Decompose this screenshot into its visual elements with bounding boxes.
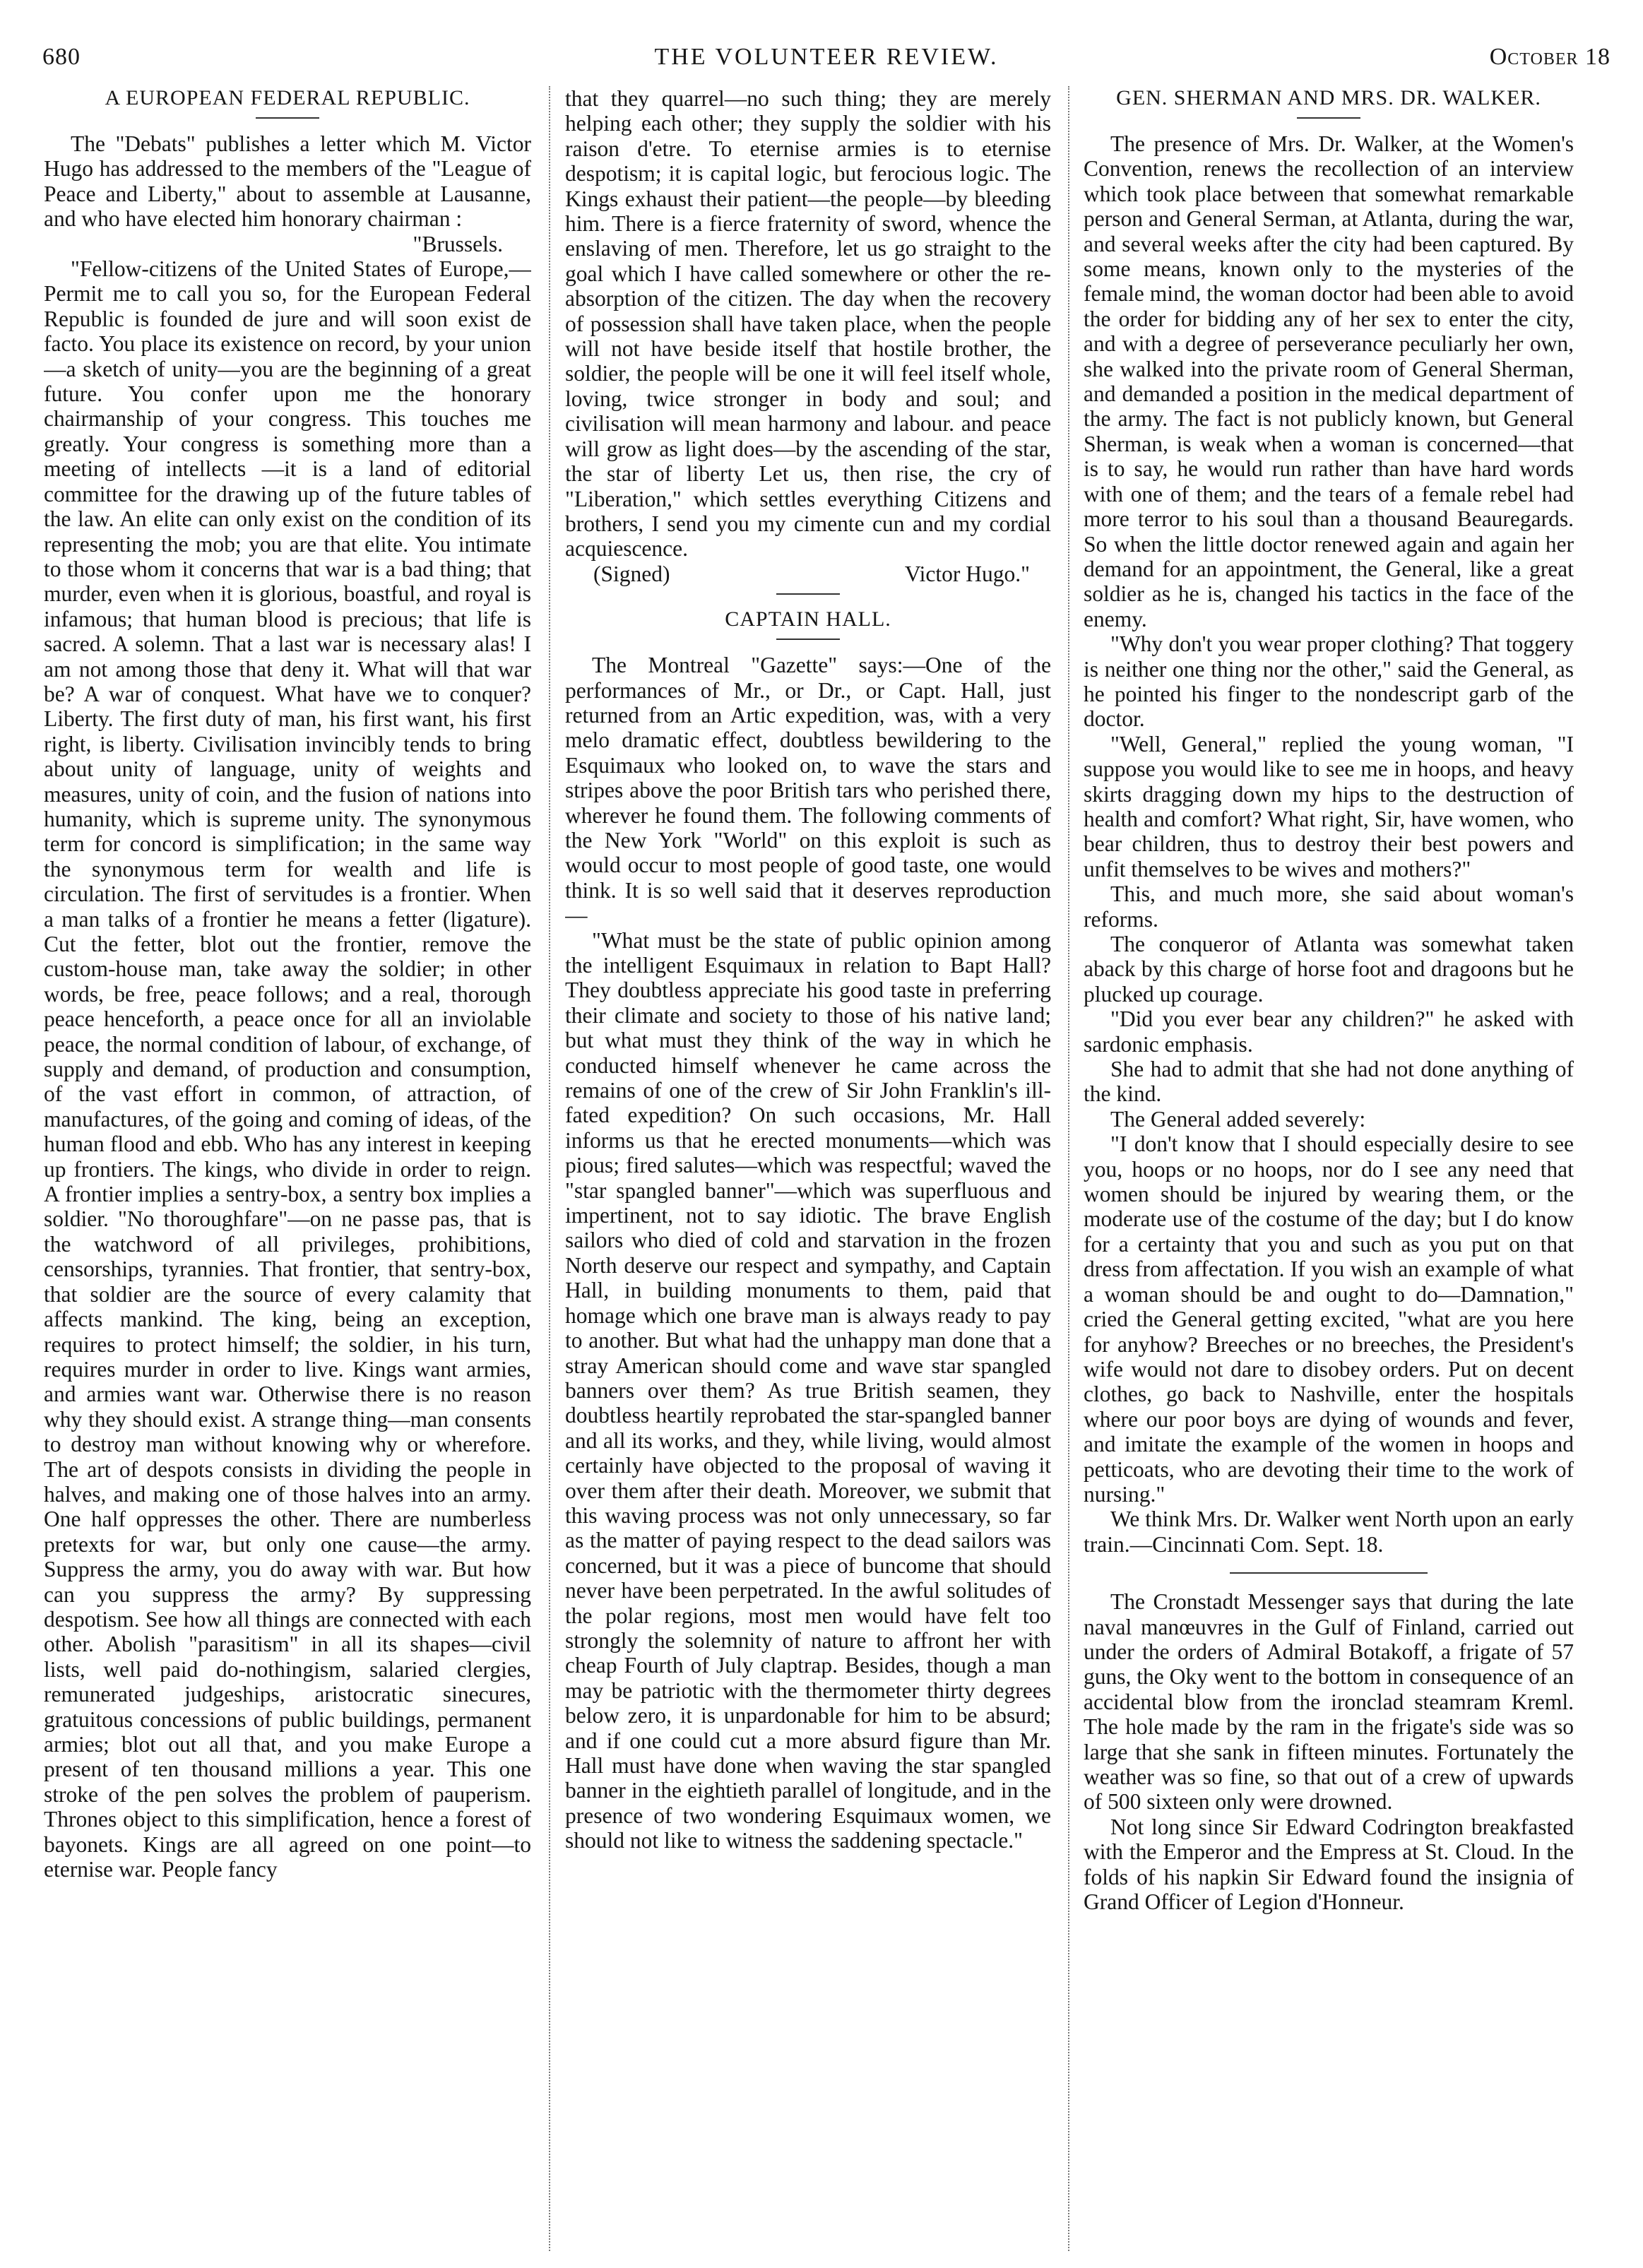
issue-date: October 18 (1489, 44, 1611, 70)
article-heading: GEN. SHERMAN AND MRS. DR. WALKER. (1116, 86, 1541, 109)
paragraph: Not long since Sir Edward Codrington breakfasted with the Emperor and the Empress at St. Cloud. In the folds of his napkin Sir Edward found the insignia of Grand Officer of Legion d'Honneur. (1084, 1814, 1574, 1915)
paragraph: The General added severely: (1110, 1106, 1366, 1132)
heading-rule (1297, 117, 1360, 119)
heading-rule (256, 117, 319, 119)
paragraph: The "Debats" publishes a letter which M. Victor Hugo has addressed to the members of the "League of Peace and Liberty," about to assemble at Lausanne, and who have elected him honorary chairman : (44, 131, 531, 232)
paragraph: The conqueror of Atlanta was somewhat taken aback by this charge of horse foot and dragoons but he plucked up courage. (1084, 932, 1574, 1007)
paragraph: "I don't know that I should especially desire to see you, hoops or no hoops, nor do I see any need that women should be injured by wearing them, or the moderate use of the costume of the day; but I do know for a certainty that you and such as you put on that dress from affectation. If you wish an example of what a woman should be and ought to do—Damnation," cried the General getting excited, "what are you here for anyhow? Breeches or no breeches, the President's wife would not dare to disobey orders. Put on decent clothes, go back to Nashville, enter the hospitals where our poor boys are dying of wounds and fever, and imitate the example of the women in hoops and petticoats, who are devoting their time to the work of nursing." (1084, 1132, 1574, 1507)
paragraph: "Well, General," replied the young woman, "I suppose you would like to see me in hoops, and heavy skirts dragging down my hips to the destruction of health and comfort? What right, Sir, have women, who bear children, thus to destroy their best powers and unfit themselves to be wives and mothers?" (1084, 731, 1574, 881)
paragraph: "Did you ever bear any children?" he asked with sardonic emphasis. (1084, 1007, 1574, 1057)
page-number: 680 (42, 44, 81, 70)
publication-title: THE VOLUNTEER REVIEW. (654, 44, 999, 70)
column-2 (565, 86, 1051, 2248)
paragraph: This, and much more, she said about woman's reforms. (1084, 881, 1574, 932)
paragraph: "Fellow-citizens of the United States of Europe,—Permit me to call you so, for the European Federal Republic is founded de jure and will soon exist de facto. You place its existence on record, by your union—a sketch of unity—you are the beginning of a great future. You confer upon me the honorary chairmanship of your congress. This touches me greatly. Your congress is something more than a meeting of intellects —it is a land of editorial committee for the drawing up of the future tables of the law. An elite can only exist on the condition of its representing the mob; you are that elite. You intimate to those whom it concerns that war is a bad thing; that murder, even when it is glorious, boastful, and royal is infamous; that human blood is precious; that life is sacred. A solemn. That a last war is necessary alas! I am not among those that deny it. What will that war be? A war of conquest. What have we to conquer? Liberty. The first duty of man, his first want, his first right, is liberty. Civilisation invincibly tends to bring about unity of language, unity of weights and measures, unity of coin, and the fusion of nations into humanity, which is supreme unity. The synonymous term for concord is simplification; in the same way the synonymous term for wealth and life is circulation. The first of servitudes is a frontier. When a man talks of a frontier he means a fetter (ligature). Cut the fetter, blot out the frontier, remove the custom-house man, take away the soldier; in other words, be free, peace follows; and a real, thorough peace henceforth, a peace once for all an inviolable peace, the normal condition of labour, of exchange, of supply and demand, of production and consumption, of the vast effort in common, of attraction, of manufactures, of the going and coming of ideas, of the human flood and ebb. Who has any interest in keeping up frontiers. The kings, who divide in order to reign. A frontier implies a sentry-box, a sentry box implies a soldier. "No thoroughfare"—on ne passe pas, that is the watchword of all privileges, prohibitions, censorships, tyrannies. That frontier, that sentry-box, that soldier are the source of every calamity that affects mankind. The king, being an exception, requires to protect himself; the soldier, in his turn, requires murder in order to live. Kings want armies, and armies want war. Otherwise there is no reason why they should exist. A strange thing—man consents to destroy man without knowing why or wherefore. The art of despots consists in dividing the people in halves, and making one of those halves into an army. One half oppresses the other. There are numberless pretexts for war, but only one cause—the army. Suppress the army, you do away with war. But how can you suppress the army? By suppressing despotism. See how all things are connected with each other. Abolish "parasitism" in all its shapes—civil lists, well paid do-nothingism, salaried clergies, remunerated judgeships, aristocratic sinecures, gratuitous concessions of public buildings, permanent armies; blot out all that, and you make Europe a present of ten thousand millions a year. This one stroke of the pen solves the problem of pauperism. Thrones object to this simplification, hence a forest of bayonets. Kings are all agreed on one point—to eternise war. People fancy (44, 256, 531, 1882)
paragraph: She had to admit that she had not done anything of the kind. (1084, 1057, 1574, 1107)
signed-label: (Signed) (593, 561, 670, 586)
paragraph: "What must be the state of public opinion among the intelligent Esquimaux in relation to Bapt Hall? They doubtless appreciate his good taste in preferring their climate and society to those of his native land; but what must they think of the way in which he conducted himself whenever he came across the remains of one of the crew of Sir John Franklin's ill-fated expedition? On such occasions, Mr. Hall informs us that he erected monuments—which was pious; fired salutes—which was respectful; waved the "star spangled banner"—which was superfluous and impertinent, not to say idiotic. The brave English sailors who died of cold and starvation in the frozen North deserve our respect and sympathy, and Captain Hall, in building monuments to them, paid that homage which one brave man is always ready to pay to another. But what had the unhappy man done that a stray American should come and wave star spangled banners over them? As true British seamen, they doubtless heartily reprobated the star-spangled banner and all its works, and they, while living, would almost certainly have objected to the proposal of waving it over them after their death. Moreover, we submit that this waving process was not only unnecessary, so far as the matter of paying respect to the dead sailors was concerned, but it was a piece of buncome that should never have been perpetrated. In the awful solitudes of the polar regions, most men would have felt too strongly the solemnity of nature to affront her with cheap Fourth of July claptrap. Besides, though a man may be patriotic with the thermometer thirty degrees below zero, it is unpardonable for him to be absurd; and if one could cut a more absurd figure than Mr. Hall must have done when waving the star spangled banner in the eightieth parallel of longitude, and in the presence of two wondering Esquimaux women, we should not like to witness the saddening spectacle." (565, 927, 1051, 1853)
paragraph: The Cronstadt Messenger says that during the late naval manœuvres in the Gulf of Finland, carried out under the orders of Admiral Botakoff, a frigate of 57 guns, the Oky went to the bottom in consequence of an accidental blow from the ironclad steamram Kreml. The hole made by the ram in the frigate's side was so large that she sank in fifteen minutes. Fortunately the weather was so fine, so that out of a crew of upwards of 500 sixteen only were drowned. (1084, 1589, 1574, 1815)
column-divider (1068, 86, 1069, 2251)
dateline: "Brussels. (413, 231, 503, 256)
article-heading: CAPTAIN HALL. (725, 607, 891, 631)
section-rule (776, 593, 840, 595)
column-1 (44, 86, 531, 2248)
paragraph: The presence of Mrs. Dr. Walker, at the Women's Convention, renews the recollection of an interview which took place between that somewhat remarkable person and General Serman, at Atlanta, during the war, and several weeks after the city had been captured. By some means, known only to the mysteries of the female mind, the woman doctor had been able to avoid the order for bidding any of her sex to enter the city, and with a degree of perseverance peculiarly her own, she walked into the private room of General Sherman, and demanded a position in the medical department of the army. The fact is not publicly known, but General Sherman, is weak when a woman is concerned—that is to say, he would run rather than have hard words with one of them; and the tears of a female rebel had more terror to his soul than a thousand Beauregards. So when the little doctor renewed again and again her demand for an appointment, the General, like a great soldier as he is, changed his tactics in the face of the enemy. (1084, 131, 1574, 631)
paragraph: that they quarrel—no such thing; they are merely helping each other; they supply the soldier with his raison d'etre. To eternise armies is to eternise despotism; it is capital logic, but ferocious logic. The Kings exhaust their patient—the people—by bleeding him. There is a fierce fraternity of sword, whence the enslaving of men. Therefore, let us go straight to the goal which I have called somewhere or other the re-absorption of the citizen. The day when the recovery of possession shall have taken place, when the people will not have beside itself that hostile brother, the soldier, the people will be one it will feel itself whole, loving, twice stronger in body and soul; and civilisation will mean harmony and labour. and peace will grow as light does—by the ascending of the star, the star of liberty Let us, then rise, the cry of "Liberation," which settles everything Citizens and brothers, I send you my cimente cun and my cordial acquiescence. (565, 86, 1051, 562)
paragraph: The Montreal "Gazette" says:—One of the performances of Mr., or Dr., or Capt. Hall, just returned from an Artic expedition, was, with a very melo dramatic effect, doubtless bewildering to the Esquimaux who looked on, to wave the stars and stripes above the poor British tars who perished there, wherever he found them. The following comments of the New York "World" on this exploit is such as would occur to most people of good taste, one would think. It is so well said that it deserves reproduction — (565, 653, 1051, 928)
paragraph: "Why don't you wear proper clothing? That toggery is neither one thing nor the other," said the General, as he pointed his finger to the nondescript garb of the doctor. (1084, 631, 1574, 732)
heading-rule (776, 639, 840, 640)
paragraph: We think Mrs. Dr. Walker went North upon an early train.—Cincinnati Com. Sept. 18. (1084, 1507, 1574, 1557)
section-rule (1230, 1572, 1428, 1574)
column-divider (549, 86, 550, 2251)
column-3 (1084, 86, 1574, 2248)
page-header (42, 44, 1611, 79)
article-heading: A EUROPEAN FEDERAL REPUBLIC. (105, 86, 470, 109)
signature-line (565, 562, 1051, 586)
signature: Victor Hugo." (904, 561, 1030, 586)
